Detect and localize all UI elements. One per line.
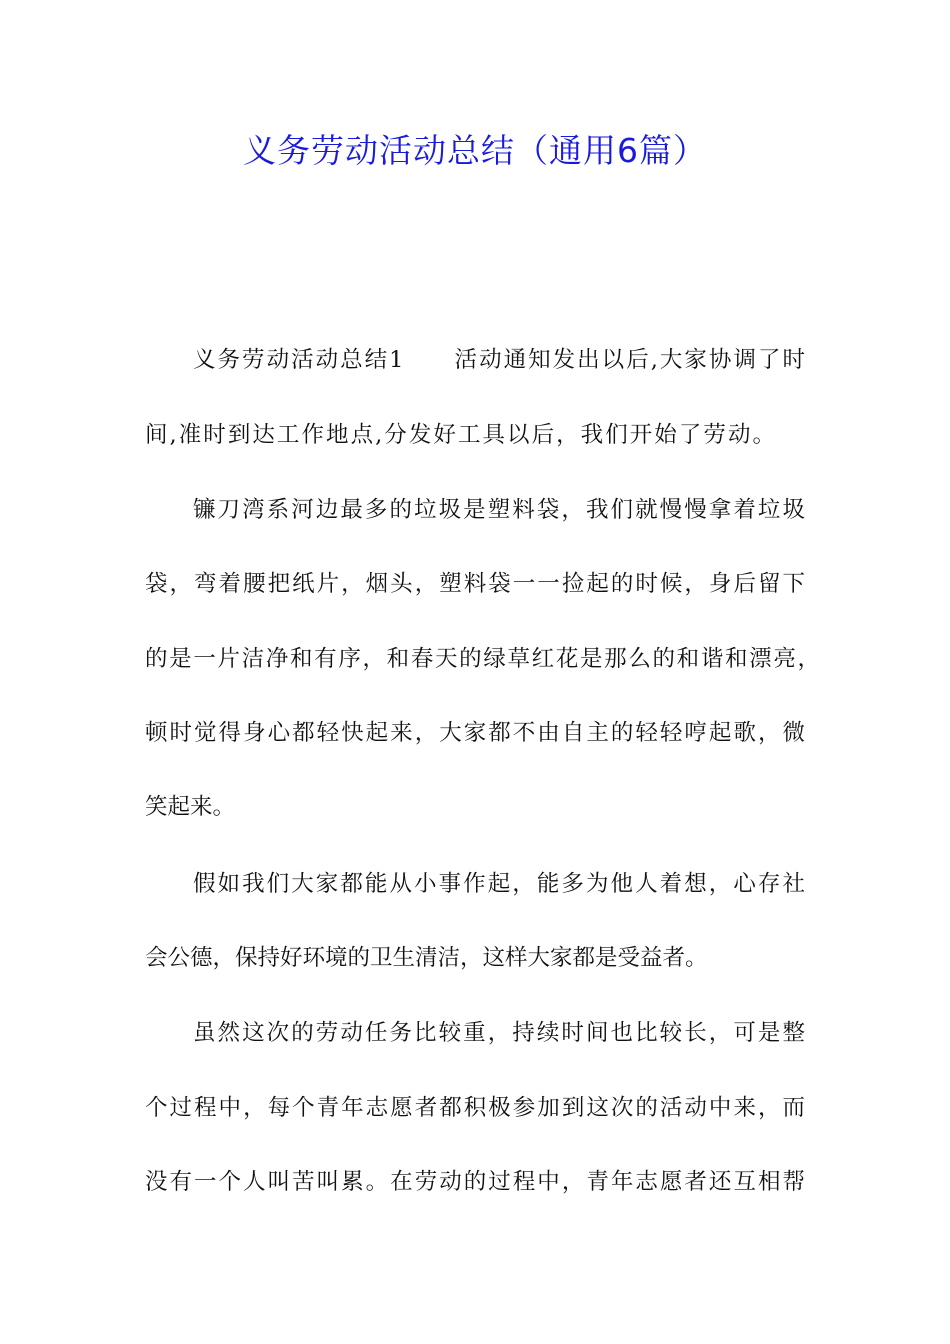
paragraph-line: 假如我们大家都能从小事作起，能多为他人着想，心存社	[193, 871, 805, 897]
paragraph-line: 间,准时到达工作地点,分发好工具以后，我们开始了劳动。	[145, 422, 775, 448]
paragraph-line: 个过程中，每个青年志愿者都积极参加到这次的活动中来，而	[145, 1095, 805, 1121]
document-title: 义务劳动活动总结（通用6篇）	[243, 131, 707, 170]
paragraph-line: 袋，弯着腰把纸片，烟头，塑料袋一一捡起的时候，身后留下	[145, 571, 805, 597]
paragraph-line: 虽然这次的劳动任务比较重，持续时间也比较长，可是整	[193, 1020, 805, 1046]
paragraph-line: 义务劳动活动总结1 活动通知发出以后,大家协调了时	[193, 347, 805, 373]
paragraph-line: 顿时觉得身心都轻快起来，大家都不由自主的轻轻哼起歌，微	[145, 720, 805, 746]
paragraph-line: 镰刀湾系河边最多的垃圾是塑料袋，我们就慢慢拿着垃圾	[193, 497, 805, 523]
paragraph-line: 笑起来。	[145, 794, 236, 820]
paragraph-line: 会公德，保持好环境的卫生清洁，这样大家都是受益者。	[145, 945, 708, 971]
paragraph-line: 没有一个人叫苦叫累。在劳动的过程中，青年志愿者还互相帮	[145, 1169, 805, 1195]
paragraph-line: 的是一片洁净和有序，和春天的绿草红花是那么的和谐和漂亮，	[145, 646, 820, 672]
